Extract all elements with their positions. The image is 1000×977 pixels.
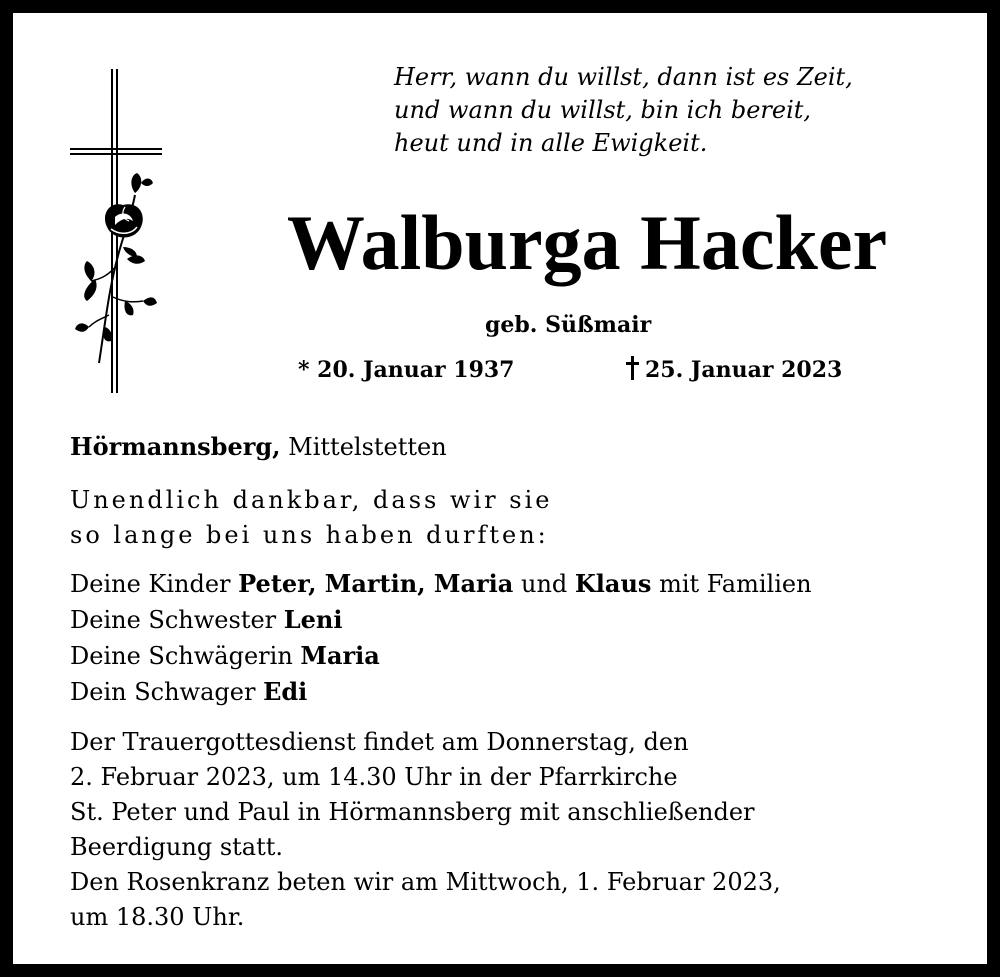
death-date — [625, 354, 842, 386]
service-line: 2. Februar 2023, um 14.30 Uhr in der Pfarrkirche — [70, 763, 678, 791]
birth-date: * 20. Januar 1937 — [298, 357, 515, 383]
thanks-line: so lange bei uns haben durften: — [70, 521, 549, 549]
family-names: Peter, Martin, Maria — [238, 569, 514, 598]
verse-line: Herr, wann du willst, dann ist es Zeit, — [394, 63, 853, 91]
deceased-name: Walburga Hacker — [286, 199, 888, 286]
family-conjunction: und — [521, 570, 568, 598]
birth-name: geb. Süßmair — [485, 312, 652, 338]
service-line: Den Rosenkranz beten wir am Mittwoch, 1. Februar 2023, — [70, 868, 781, 896]
family-line-schwester — [70, 602, 812, 638]
service-info — [70, 725, 781, 935]
family-names: Leni — [283, 605, 343, 634]
dagger-icon — [625, 356, 639, 380]
verse-line: heut und in alle Ewigkeit. — [394, 129, 708, 157]
thanks-line: Unendlich dankbar, dass wir sie — [70, 486, 553, 514]
verse — [394, 61, 853, 160]
location-secondary: Mittelstetten — [288, 433, 447, 461]
verse-line: und wann du willst, bin ich bereit, — [394, 96, 812, 124]
family-line-schwaegerin — [70, 638, 812, 674]
service-line: Der Trauergottesdienst findet am Donnerstag, den — [70, 728, 689, 756]
family-names: Edi — [263, 677, 308, 706]
family-relation: Dein Schwager — [70, 678, 256, 706]
location-primary: Hörmannsberg, — [70, 432, 281, 461]
service-line: um 18.30 Uhr. — [70, 903, 245, 931]
family-line-schwager — [70, 674, 812, 710]
thanks-text — [70, 483, 552, 553]
family-names: Klaus — [574, 569, 652, 598]
family-relation: Deine Kinder — [70, 570, 231, 598]
location — [70, 430, 447, 464]
service-line: Beerdigung statt. — [70, 833, 284, 861]
family-suffix: mit Familien — [659, 570, 812, 598]
service-line: St. Peter und Paul in Hörmannsberg mit anschließender — [70, 798, 755, 826]
death-date-text: 25. Januar 2023 — [645, 357, 843, 383]
family-line-kinder — [70, 566, 812, 602]
family-list — [70, 566, 812, 710]
family-names: Maria — [300, 641, 380, 670]
family-relation: Deine Schwester — [70, 606, 277, 634]
family-relation: Deine Schwägerin — [70, 642, 293, 670]
